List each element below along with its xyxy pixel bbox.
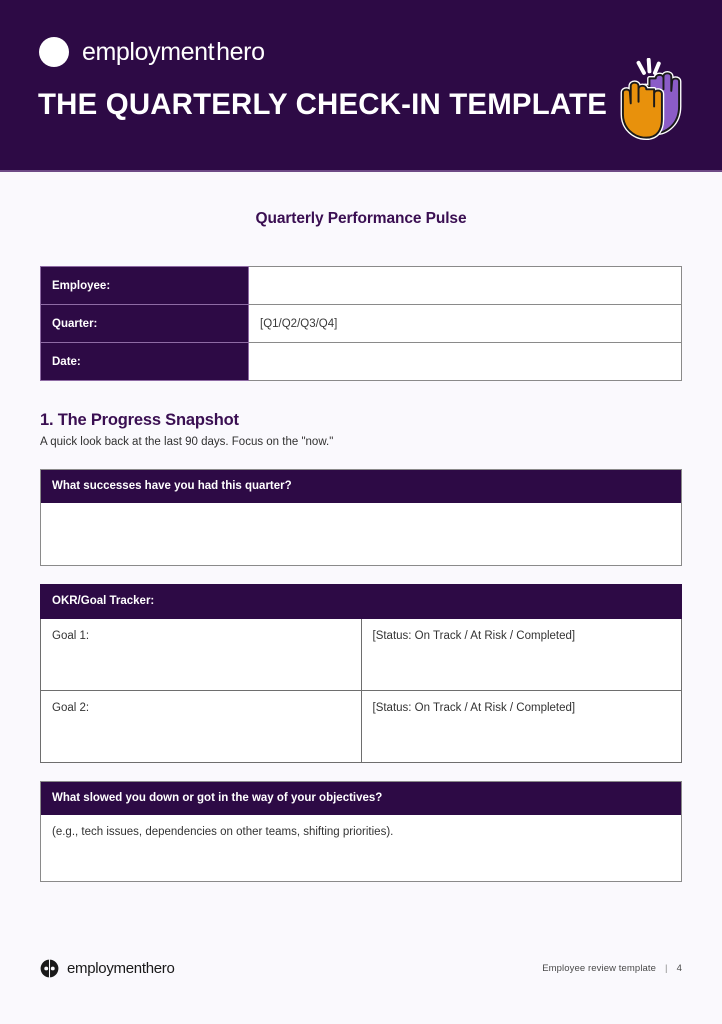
goal-2-label[interactable]: Goal 2: [41, 690, 362, 762]
header-brand [38, 36, 265, 68]
footer-template-name: Employee review template [542, 963, 657, 974]
section-title: Quarterly Performance Pulse [255, 210, 467, 227]
footer-separator: | [665, 963, 668, 974]
info-value-date[interactable] [249, 343, 682, 381]
employment-hero-circle-logo-icon [38, 36, 70, 68]
info-label-quarter: Quarter: [41, 305, 249, 343]
goal-1-status[interactable]: [Status: On Track / At Risk / Completed] [361, 618, 682, 690]
successes-prompt-box [40, 469, 682, 566]
okr-goal-tracker-table [40, 584, 682, 763]
footer-brand-word-1: employment [67, 960, 146, 977]
blockers-question: What slowed you down or got in the way of your objectives? [41, 782, 681, 815]
table-row [41, 267, 682, 305]
high-five-hands-emoji-icon [612, 58, 690, 144]
successes-question: What successes have you had this quarter? [41, 470, 681, 503]
goal-tracker-header: OKR/Goal Tracker: [41, 584, 682, 618]
blockers-prompt-box [40, 781, 682, 882]
document-body [0, 172, 722, 882]
goal-2-status[interactable]: [Status: On Track / At Risk / Completed] [361, 690, 682, 762]
page-title: THE QUARTERLY CHECK-IN TEMPLATE [38, 88, 608, 121]
document-footer [40, 959, 682, 978]
footer-meta [542, 963, 682, 974]
document-header [0, 0, 722, 172]
employment-hero-circle-logo-icon [40, 959, 59, 978]
footer-brand [40, 959, 175, 978]
header-brand-text [82, 37, 265, 66]
info-label-date: Date: [41, 343, 249, 381]
header-brand-word-1: employment [82, 37, 215, 66]
table-row [41, 618, 682, 690]
successes-answer-area[interactable] [41, 503, 681, 565]
goal-1-label[interactable]: Goal 1: [41, 618, 362, 690]
table-row [41, 690, 682, 762]
header-brand-word-2: hero [216, 37, 265, 66]
table-header-row [41, 584, 682, 618]
progress-snapshot-subheading: A quick look back at the last 90 days. Focus on the "now." [40, 436, 334, 448]
info-value-employee[interactable] [249, 267, 682, 305]
footer-brand-text [67, 960, 175, 977]
employee-info-table [40, 266, 682, 381]
blockers-answer-area[interactable]: (e.g., tech issues, dependencies on other teams, shifting priorities). [41, 815, 681, 881]
table-row [41, 343, 682, 381]
table-row [41, 305, 682, 343]
footer-page-number: 4 [676, 963, 682, 974]
info-value-quarter[interactable]: [Q1/Q2/Q3/Q4] [249, 305, 682, 343]
info-label-employee: Employee: [41, 267, 249, 305]
footer-brand-word-2: hero [145, 960, 175, 977]
progress-snapshot-heading: 1. The Progress Snapshot [40, 411, 239, 429]
